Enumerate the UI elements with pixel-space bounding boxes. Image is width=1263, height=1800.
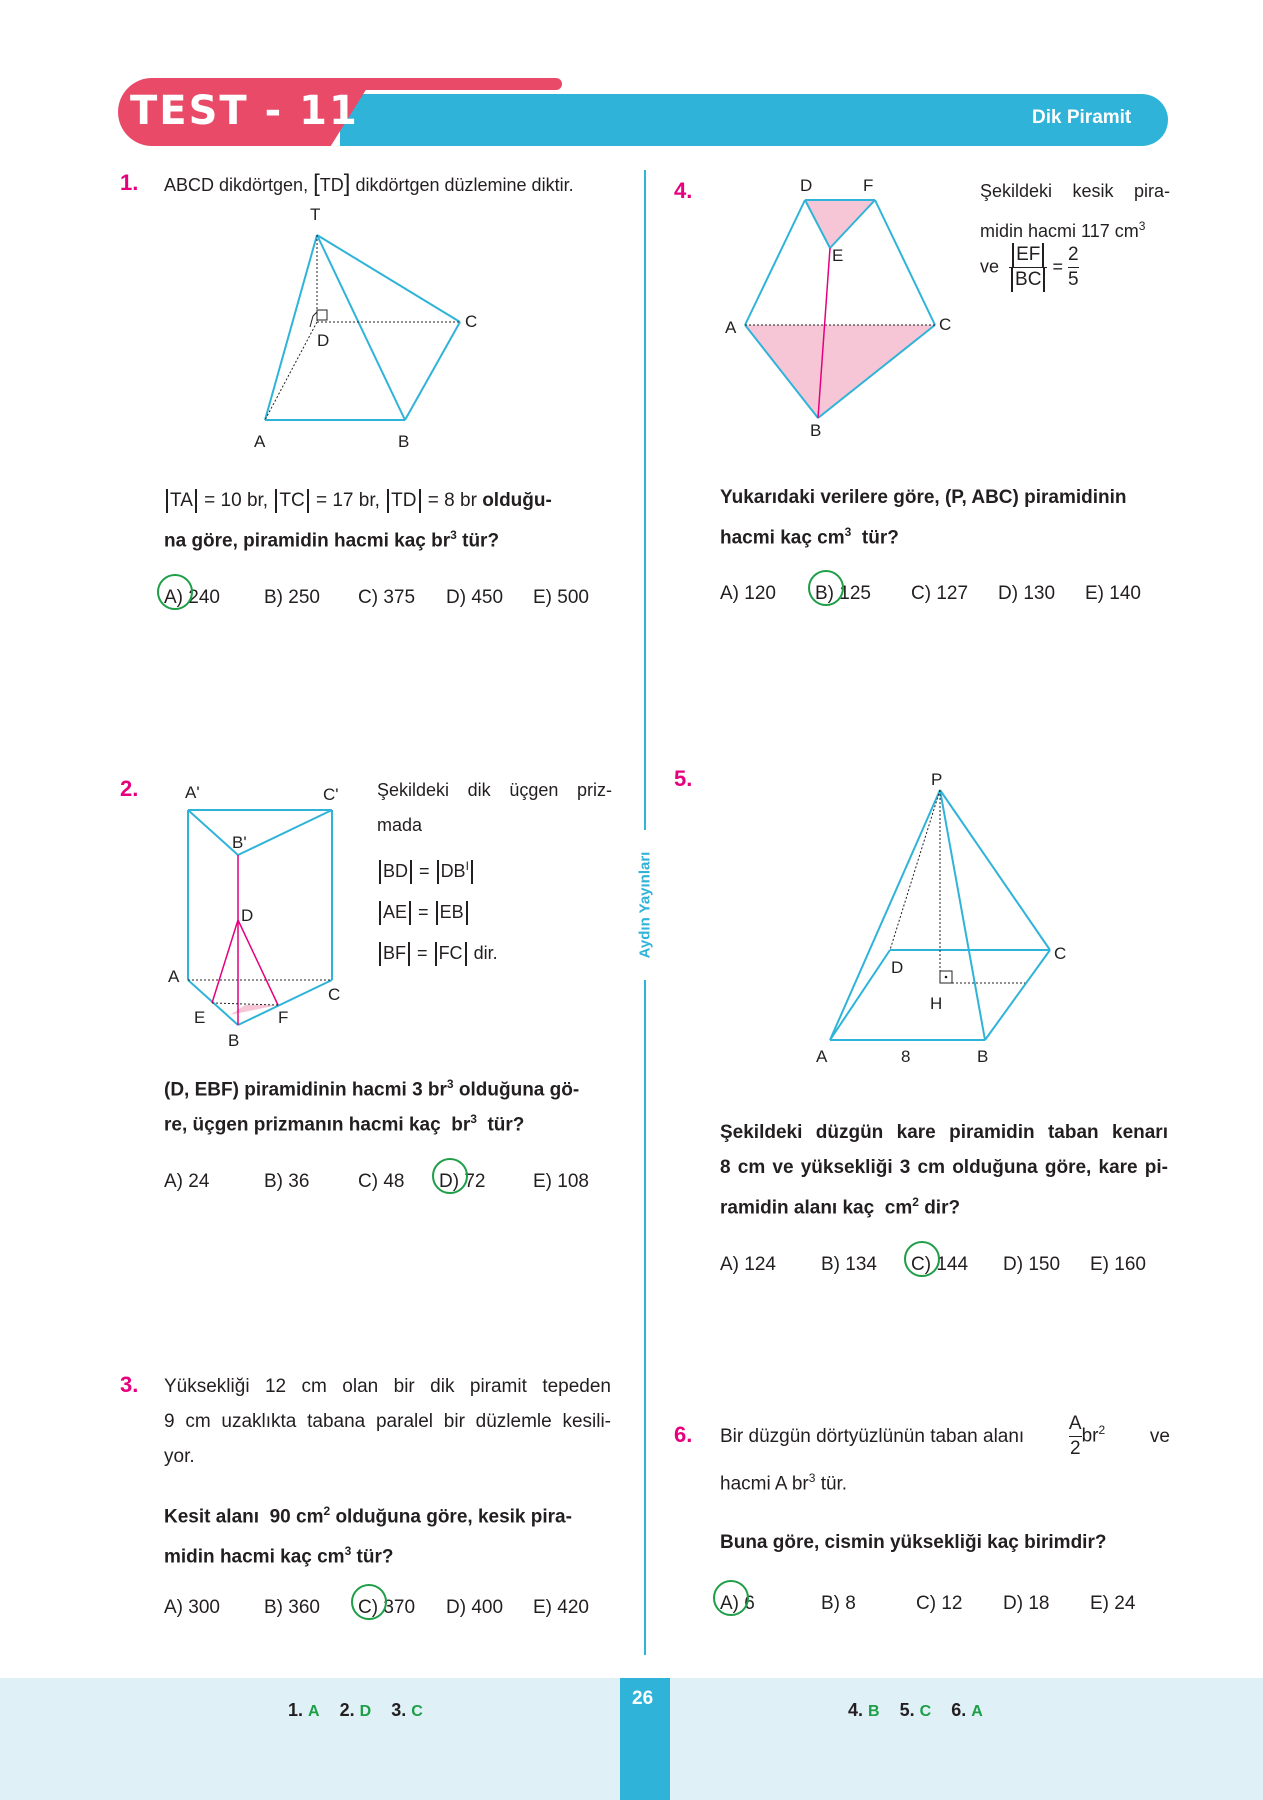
fig-label-e: E — [194, 1008, 206, 1027]
choice-d[interactable]: D) 150 — [1003, 1254, 1061, 1275]
question-text-b: na göre, piramidin hacmi kaç br — [164, 530, 451, 552]
choice-c[interactable]: C) 375 — [358, 587, 416, 608]
footer-answers-left: 1. A 2. D 3. C — [288, 1700, 423, 1720]
choice-b[interactable]: B) 125 — [815, 576, 911, 611]
question-number: 6. — [674, 1422, 693, 1447]
fig-label-d: D — [241, 906, 254, 925]
fig-label-ap: A' — [185, 783, 200, 802]
fig-label-a: A — [168, 967, 180, 986]
choice-a[interactable]: A) 120 — [720, 583, 776, 604]
choice-c[interactable]: C) 144 — [911, 1247, 1003, 1282]
fig-label-e: E — [832, 246, 844, 265]
question-text: (D, EBF) piramidinin hacmi 3 $br^3$ olduğuna gö- — [164, 1077, 580, 1101]
footer-answers-right: 4. B 5. C 6. A — [848, 1700, 983, 1720]
question-intro: ABCD dikdörtgen, [TD] dikdörtgen düzlemine diktir. — [164, 170, 574, 197]
val-tc: = 17 br, — [315, 490, 380, 511]
answer-choices — [720, 1247, 1146, 1282]
question-body: Yüksekliği 12 cm olan bir dik piramit tepeden 9 cm uzaklıkta tabana paralel bir düzlemle kesili- yor. — [164, 1376, 611, 1467]
question-intro — [377, 773, 612, 971]
fig-label-f: F — [863, 176, 874, 195]
question-text: olduğu- — [482, 490, 552, 511]
seg-td: TD — [391, 490, 417, 511]
equation-3: BF = FC dir. — [377, 936, 612, 971]
answer-choices — [164, 1590, 589, 1625]
fig-label-bp: B' — [232, 833, 247, 852]
choice-b[interactable]: B) 250 — [264, 587, 320, 608]
figure-square-pyramid — [805, 765, 1085, 1070]
fig-label-b: B — [977, 1047, 989, 1066]
fig-label-8: 8 — [901, 1047, 911, 1066]
fig-label-a: A — [254, 432, 266, 451]
choice-e[interactable]: E) 500 — [533, 587, 589, 608]
question-number: 1. — [120, 170, 139, 195]
fig-label-t: T — [310, 205, 321, 224]
figure-prism — [160, 780, 360, 1050]
choice-e[interactable]: E) 160 — [1090, 1254, 1146, 1275]
choice-d[interactable]: D) 450 — [446, 587, 504, 608]
fig-label-c: C — [328, 985, 341, 1004]
val-td: = 8 br — [427, 490, 477, 511]
choice-b[interactable]: B) 360 — [264, 1597, 320, 1618]
fig-label-cp: C' — [323, 785, 339, 804]
fig-label-d: D — [800, 176, 813, 195]
seg-ta: TA — [170, 490, 193, 511]
question-text: Şekildeki düzgün kare piramidin taban kenarı 8 cm ve yüksekliği 3 cm olduğuna göre, kare pi- ramidin alanı kaç $cm^2$ dir? — [720, 1122, 1168, 1219]
choice-b[interactable]: B) 8 — [821, 1593, 856, 1614]
column-divider-top — [644, 170, 646, 830]
answer-choices — [164, 580, 589, 615]
answer-choices — [164, 1164, 589, 1199]
intro-line-2: mada — [377, 815, 423, 835]
choice-d[interactable]: D) 400 — [446, 1597, 504, 1618]
fig-label-h: H — [930, 994, 943, 1013]
intro-text: ABCD dikdörtgen, — [164, 175, 309, 195]
choice-a[interactable]: A) 240 — [164, 580, 264, 615]
question-number: 2. — [120, 776, 139, 801]
equation-1: BD = $DB^I$ — [377, 849, 612, 889]
fig-label-c: C — [939, 315, 952, 334]
fig-label-c: C — [1054, 944, 1067, 963]
question-text-2: re, üçgen prizmanın hacmi kaç $br^3$ tür? — [164, 1112, 525, 1136]
ratio-equation: ve $\frac{EF}{BC}$ = $\frac{2}{5}$ — [980, 244, 1079, 291]
question-text-2 — [164, 518, 499, 558]
question-number: 5. — [674, 766, 693, 791]
seg-tc: TC — [279, 490, 305, 511]
figure-pyramid-tabcd — [240, 200, 500, 460]
question-number: 3. — [120, 1372, 139, 1397]
given-values — [164, 483, 552, 518]
question-body: Bir düzgün dörtyüzlünün taban alanı $\frac{A}{2}$ $br^2$ ve hacmi A $br^3$ tür. — [720, 1413, 1170, 1495]
question-text: Yukarıdaki verilere göre, (P, ABC) piramidinin hacmi kaç $cm^3$ tür? — [720, 487, 1127, 549]
intro-text-2: dikdörtgen düzlemine diktir. — [355, 175, 574, 195]
fig-label-b: B — [228, 1031, 240, 1050]
answer-choices — [720, 576, 1141, 611]
fig-label-b: B — [398, 432, 410, 451]
choice-c[interactable]: C) 48 — [358, 1171, 405, 1192]
fig-label-a: A — [725, 318, 737, 337]
page-number: 26 — [632, 1688, 654, 1709]
choice-c[interactable]: C) 370 — [358, 1590, 446, 1625]
fig-label-f: F — [278, 1008, 289, 1027]
choice-e[interactable]: E) 420 — [533, 1597, 589, 1618]
choice-e[interactable]: E) 140 — [1085, 583, 1141, 604]
choice-d[interactable]: D) 72 — [439, 1164, 533, 1199]
choice-a[interactable]: A) 6 — [720, 1586, 821, 1621]
question-text: Kesit alanı 90 $cm^2$ olduğuna göre, kesik pira- midin hacmi kaç $cm^3$ tür? — [164, 1504, 572, 1568]
test-label: TEST - 11 — [130, 88, 359, 134]
choice-e[interactable]: E) 24 — [1090, 1593, 1136, 1614]
intro-line-1: Şekildeki dik üçgen priz- — [377, 780, 612, 800]
superscript: 3 — [450, 528, 457, 542]
choice-b[interactable]: B) 134 — [821, 1254, 877, 1275]
choice-c[interactable]: C) 127 — [911, 583, 969, 604]
choice-a[interactable]: A) 300 — [164, 1597, 220, 1618]
choice-e[interactable]: E) 108 — [533, 1171, 589, 1192]
topic-label: Dik Piramit — [1032, 107, 1132, 128]
choice-c[interactable]: C) 12 — [916, 1593, 963, 1614]
question-text: Buna göre, cismin yüksekliği kaç birimdir? — [720, 1532, 1107, 1553]
column-divider-bottom — [644, 980, 646, 1655]
val-ta: = 10 br, — [204, 490, 269, 511]
fig-label-a: A — [816, 1047, 828, 1066]
segment-td: TD — [319, 175, 344, 195]
figure-frustum — [720, 170, 960, 445]
choice-d[interactable]: D) 130 — [998, 583, 1056, 604]
fig-label-d: D — [317, 331, 330, 350]
fig-label-d: D — [891, 958, 904, 977]
question-intro: Şekildeki kesik pira- midin hacmi 117 $cm^3$ — [980, 181, 1170, 241]
publisher-label: Aydın Yayınları — [636, 851, 654, 959]
fig-label-b: B — [810, 421, 822, 440]
question-number: 4. — [674, 178, 693, 203]
answer-choices — [720, 1586, 1135, 1621]
equation-2: AE = EB — [377, 895, 612, 930]
choice-d[interactable]: D) 18 — [1003, 1593, 1050, 1614]
choice-b[interactable]: B) 36 — [264, 1171, 310, 1192]
question-text-c: tür? — [462, 530, 500, 552]
fig-label-c: C — [465, 312, 478, 331]
choice-a[interactable]: A) 24 — [164, 1171, 210, 1192]
fig-label-p: P — [931, 770, 943, 789]
choice-a[interactable]: A) 124 — [720, 1254, 776, 1275]
